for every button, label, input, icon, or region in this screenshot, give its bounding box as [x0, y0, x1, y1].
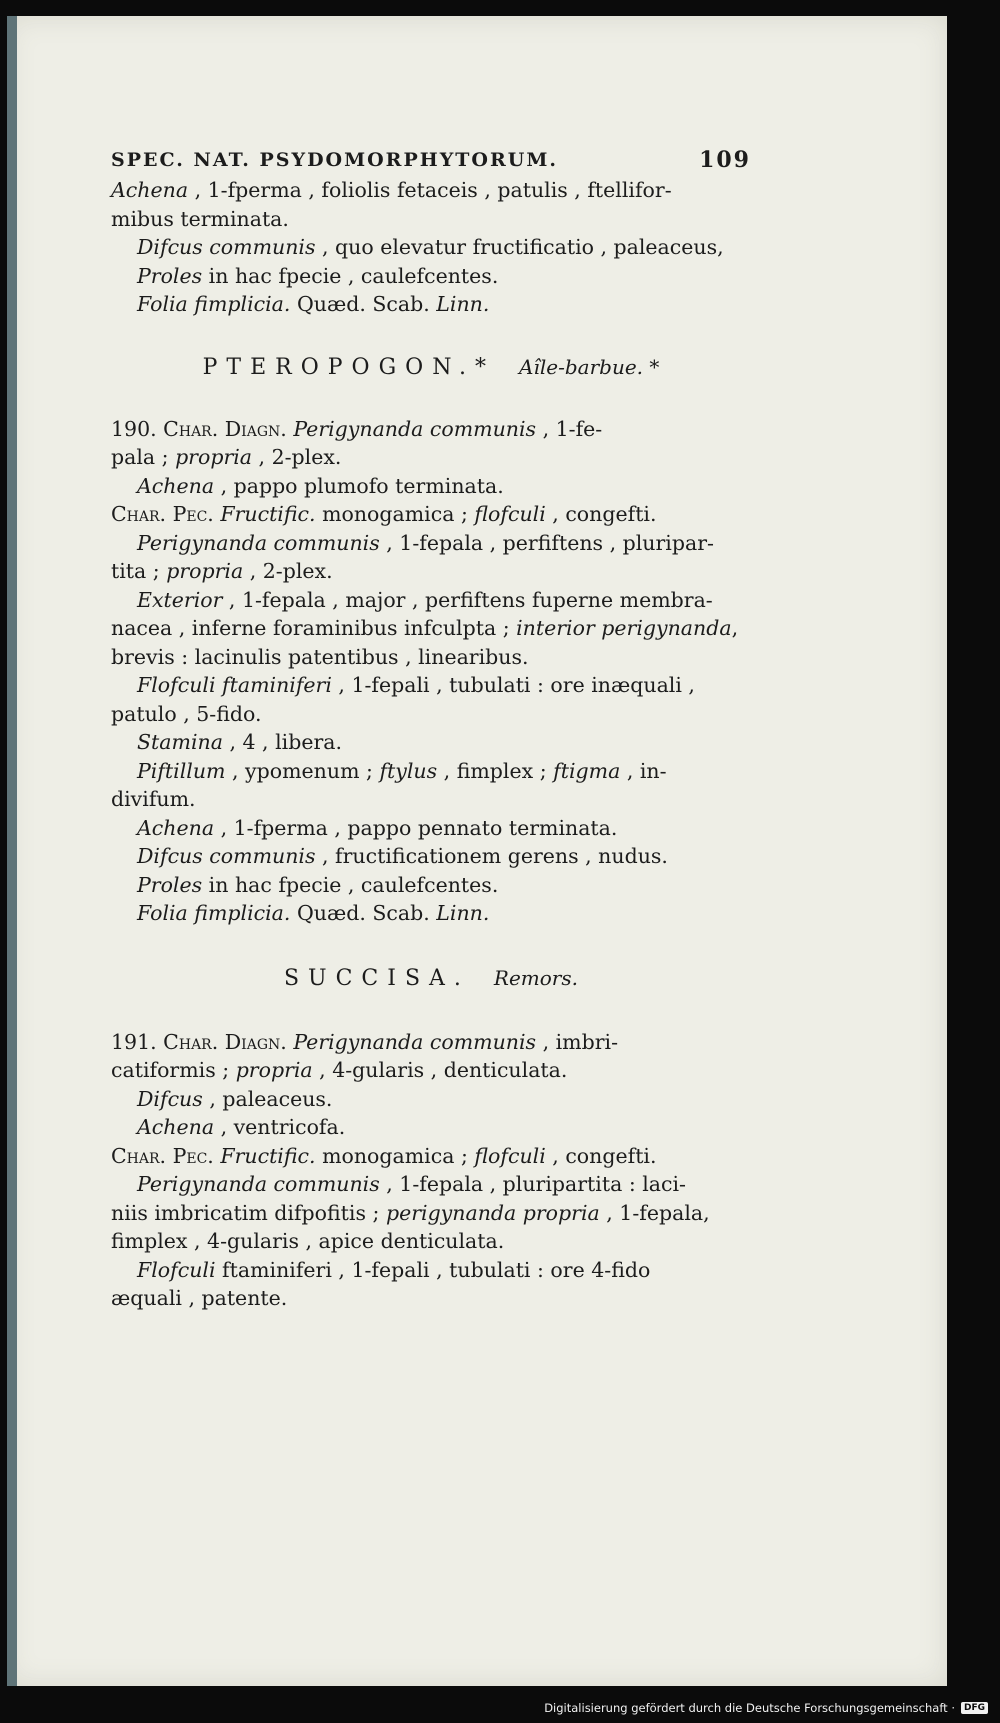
text-line: Perigynanda communis , 1-fepala , pluripartita : laci-: [137, 1172, 686, 1196]
text-line: Difcus , paleaceus.: [137, 1086, 333, 1111]
text-line: Achena , 1-fperma , foliolis fetaceis , patulis , ftellifor-: [111, 178, 672, 202]
text-line: catiformis ; propria , 4-gularis , denticulata.: [111, 1058, 568, 1082]
page-text: [111, 144, 751, 1313]
genus-heading-succisa: SUCCISA. Remors.: [283, 965, 578, 991]
text-line: Char. Pec. Fructific. monogamica ; flofculi , congefti.: [111, 1143, 657, 1168]
text-line: æquali , patente.: [111, 1286, 288, 1310]
text-line: niis imbricatim difpofitis ; perigynanda propria , 1-fepala,: [111, 1200, 710, 1225]
text-line: Achena , pappo plumofo terminata.: [137, 473, 504, 498]
dfg-logo: DFG: [961, 1702, 988, 1714]
text-line: mibus terminata.: [111, 206, 289, 231]
text-line: Char. Pec. Fructific. monogamica ; flofculi , congefti.: [111, 502, 657, 526]
text-line: Flofculi ftaminiferi , 1-fepali , tubulati : ore inæquali ,: [137, 673, 695, 697]
text-line: fimplex , 4-gularis , apice denticulata.: [111, 1229, 505, 1253]
text-line: Difcus communis , quo elevatur fructificatio , paleaceus,: [137, 235, 724, 259]
text-line: patulo , 5-fido.: [111, 701, 262, 726]
text-line: pala ; propria , 2-plex.: [111, 445, 342, 469]
text-line: divifum.: [111, 787, 196, 811]
text-line: Folia fimplicia. Quæd. Scab. Linn.: [137, 292, 490, 316]
book-page: [7, 16, 947, 1686]
running-title: SPEC. NAT. PSYDOMORPHYTORUM.: [111, 149, 558, 171]
funding-note: Digitalisierung gefördert durch die Deutsche Forschungsgemeinschaft ·: [544, 1701, 955, 1715]
text-line: Exterior , 1-fepala , major , perfiftens fuperne membra-: [137, 587, 713, 612]
running-head: [111, 144, 751, 176]
text-line: tita ; propria , 2-plex.: [111, 559, 333, 583]
text-line: Flofculi ftaminiferi , 1-fepali , tubulati : ore 4-fido: [137, 1257, 651, 1282]
text-line: Difcus communis , fructificationem gerens , nudus.: [137, 844, 668, 868]
text-line: 190. Char. Diagn. Perigynanda communis , 1-fe-: [111, 416, 603, 441]
page-spine-edge: [7, 16, 17, 1686]
text-line: Piftillum , ypomenum ; ftylus , fimplex ; ftigma , in-: [137, 758, 667, 783]
text-line: brevis : lacinulis patentibus , linearibus.: [111, 644, 529, 669]
digitization-footer: [544, 1699, 988, 1717]
page-number: 109: [699, 147, 751, 173]
text-line: Proles in hac fpecie , caulefcentes.: [137, 263, 499, 288]
text-line: Achena , 1-fperma , pappo pennato terminata.: [137, 815, 618, 840]
text-line: 191. Char. Diagn. Perigynanda communis , imbri-: [111, 1029, 619, 1054]
text-line: Stamina , 4 , libera.: [137, 730, 342, 754]
text-line: Achena , ventricofa.: [137, 1115, 346, 1139]
text-line: Folia fimplicia. Quæd. Scab. Linn.: [137, 901, 490, 925]
text-line: nacea , inferne foraminibus infculpta ; interior perigynanda,: [111, 616, 739, 640]
text-line: Proles in hac fpecie , caulefcentes.: [137, 872, 499, 897]
genus-heading-pteropogon: PTEROPOGON.* Aîle-barbue. *: [202, 354, 660, 380]
text-line: Perigynanda communis , 1-fepala , perfiftens , pluripar-: [137, 530, 714, 555]
